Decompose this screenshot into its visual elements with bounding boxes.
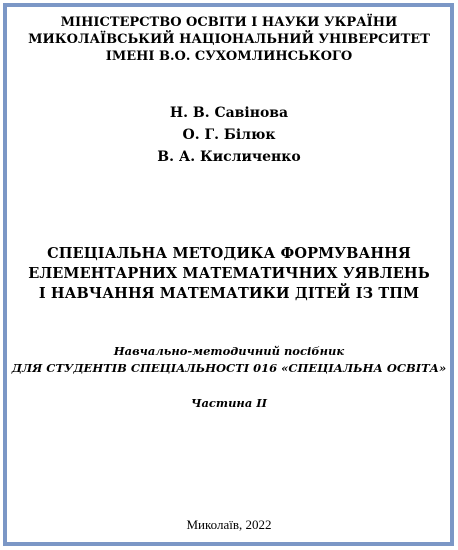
place-and-year: Миколаїв, 2022	[186, 517, 272, 532]
author-2: О. Г. Білюк	[182, 127, 276, 143]
book-title-line-3: І НАВЧАННЯ МАТЕМАТИКИ ДІТЕЙ ІЗ ТПМ	[38, 285, 420, 302]
book-title-line-1: СПЕЦІАЛЬНА МЕТОДИКА ФОРМУВАННЯ	[47, 245, 411, 262]
ministry-line: МІНІСТЕРСТВО ОСВІТИ І НАУКИ УКРАЇНИ	[60, 15, 398, 30]
publication-type: Навчально-методичний посібник	[113, 344, 345, 358]
author-3: В. А. Кисличенко	[157, 149, 301, 165]
part-number: Частина ІІ	[190, 396, 268, 410]
university-line: МИКОЛАЇВСЬКИЙ НАЦІОНАЛЬНИЙ УНІВЕРСИТЕТ	[28, 32, 430, 47]
target-audience: ДЛЯ СТУДЕНТІВ СПЕЦІАЛЬНОСТІ 016 «СПЕЦІАЛЬНА ОСВІТА»	[11, 361, 447, 375]
university-name-line: ІМЕНІ В.О. СУХОМЛИНСЬКОГО	[105, 49, 353, 64]
book-title-line-2: ЕЛЕМЕНТАРНИХ МАТЕМАТИЧНИХ УЯВЛЕНЬ	[28, 265, 430, 282]
author-1: Н. В. Савінова	[169, 105, 289, 121]
